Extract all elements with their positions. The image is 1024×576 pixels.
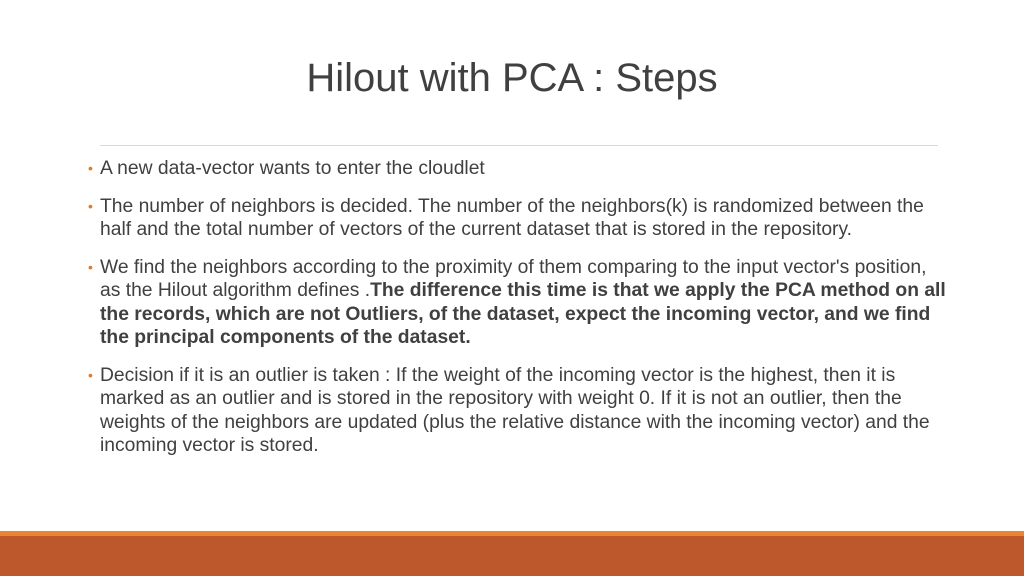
bullet-dot-icon: • [88,366,93,383]
bullet-text: A new data-vector wants to enter the cloudlet [100,158,485,179]
bullet-dot-icon: • [88,197,93,214]
bullet-dot-icon: • [88,258,93,275]
slide-title: Hilout with PCA : Steps [306,56,718,100]
footer-band [0,531,1024,576]
bullet-item-4 [86,364,946,458]
footer-accent-stripe [0,531,1024,536]
bullet-text: We find the neighbors according to the proximity of them comparing to the input vector's position, as the Hilout algorithm defines . [100,256,927,301]
bullet-dot-icon: • [88,160,93,176]
bullet-item-1 [86,157,946,181]
bullet-item-2 [86,195,946,242]
bullet-text: Decision if it is an outlier is taken : If the weight of the incoming vector is the highest, then it is marked as an outlier and is stored in the repository with weight 0. If it is not an outlier, then the weights of the neighbors are updated (plus the relative distance with the incoming vector) and the incoming vector is stored. [100,364,930,456]
bullet-bold-text: The difference this time is that we apply the PCA method on all the records, which are not Outliers, of the dataset, expect the incoming vector, and we find the principal components of the dataset. [100,280,946,348]
bullet-text: The number of neighbors is decided. The number of the neighbors(k) is randomized between the half and the total number of vectors of the current dataset that is stored in the repository. [100,195,924,240]
title-divider [100,145,938,146]
bullet-list [86,157,946,472]
bullet-item-3 [86,256,946,350]
